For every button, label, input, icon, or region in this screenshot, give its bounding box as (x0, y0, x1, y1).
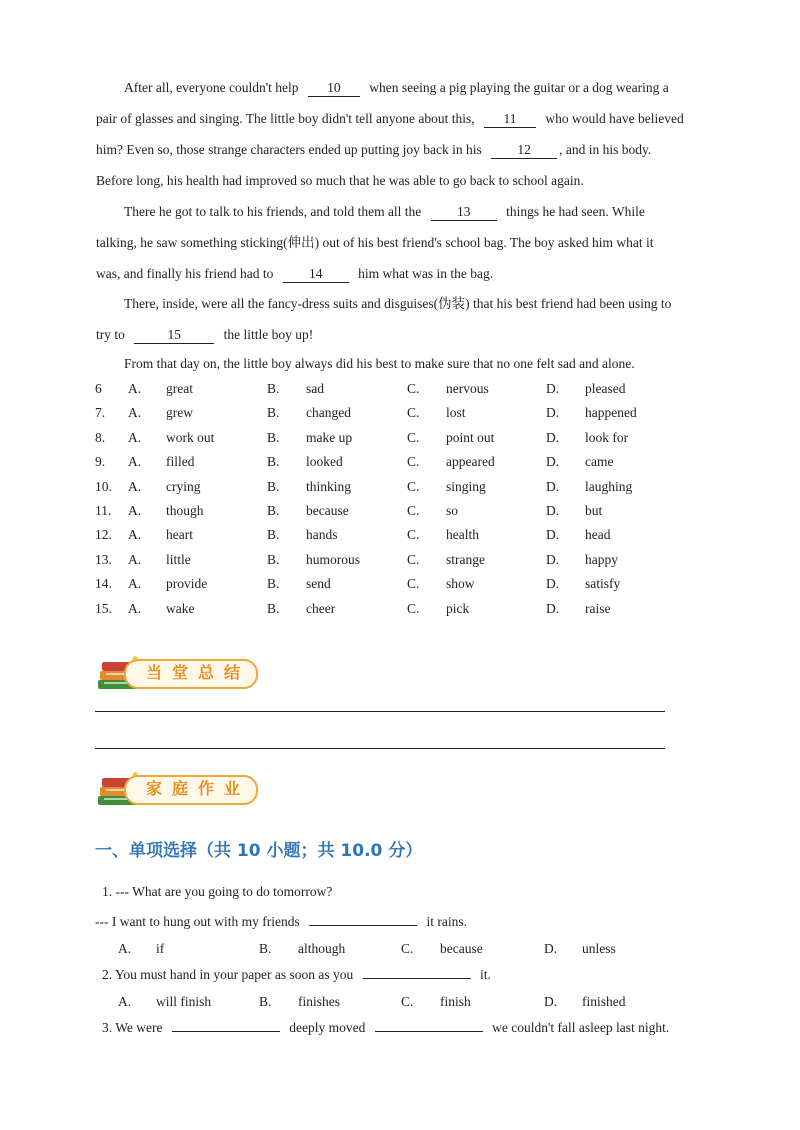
option-letter: C. (407, 405, 420, 421)
banner-summary (96, 654, 264, 694)
text: when seeing a pig playing the guitar or a dog wearing a (369, 80, 669, 95)
option-a: little (166, 551, 191, 567)
option-c: show (446, 576, 475, 592)
option-b: make up (306, 429, 353, 445)
option-letter: B. (267, 429, 280, 445)
option-letter: C. (407, 503, 420, 518)
option-d: laughing (585, 478, 633, 494)
option-letter: A. (128, 576, 142, 592)
option-b: thinking (306, 478, 352, 494)
option-letter: B. (267, 478, 280, 494)
option-d: finished (582, 994, 626, 1009)
text: was, and finally his friend had to (96, 266, 274, 281)
option-d: look for (585, 429, 629, 445)
option-a: if (156, 941, 165, 956)
question-number: 6 (95, 381, 102, 396)
answer-blank (363, 978, 471, 979)
passage-paragraph-1 (96, 72, 716, 196)
option-d: came (585, 454, 614, 470)
option-letter: D. (546, 503, 560, 518)
option-c: health (446, 527, 479, 543)
option-letter: A. (118, 941, 132, 956)
question-number: 12. (95, 527, 112, 543)
option-letter: D. (546, 600, 560, 616)
text: try to (96, 327, 125, 342)
option-a: filled (166, 454, 195, 470)
option-letter: D. (546, 381, 560, 396)
option-a: will finish (156, 994, 212, 1009)
text: him? Even so, those strange characters ended up putting joy back in his (96, 142, 482, 157)
option-b: hands (306, 527, 338, 543)
option-letter: B. (267, 454, 280, 470)
option-letter: C. (407, 381, 420, 396)
text: --- I want to hung out with my friends (95, 914, 300, 929)
option-a: work out (166, 429, 215, 445)
option-letter: C. (407, 454, 420, 470)
option-d: satisfy (585, 576, 621, 592)
option-letter: B. (267, 576, 280, 592)
blank-11: 11 (484, 111, 536, 128)
option-d: happened (585, 405, 637, 421)
text: , and in his body. (559, 142, 652, 157)
blank-14: 14 (283, 266, 349, 283)
option-d: head (585, 527, 611, 543)
option-letter: B. (259, 994, 272, 1009)
answer-line (95, 711, 665, 712)
text: him what was in the bag. (358, 266, 494, 281)
option-c: lost (446, 405, 466, 421)
option-b: looked (306, 454, 343, 470)
option-c: appeared (446, 454, 495, 470)
blank-15: 15 (134, 327, 214, 344)
text: things he had seen. While (506, 204, 645, 219)
question-number: 7. (95, 405, 106, 421)
text: it rains. (426, 914, 467, 929)
option-letter: A. (128, 405, 142, 421)
option-d: pleased (585, 381, 626, 396)
question-number: 15. (95, 600, 112, 616)
blank-12: 12 (491, 142, 557, 159)
option-a: though (166, 503, 204, 518)
passage-paragraph-4 (96, 348, 716, 379)
answer-line (95, 748, 665, 749)
option-letter: A. (128, 551, 142, 567)
blank-10: 10 (308, 80, 360, 97)
option-a: grew (166, 405, 193, 421)
option-a: great (166, 381, 193, 396)
text: we couldn't fall asleep last night. (492, 1020, 670, 1035)
option-letter: C. (407, 576, 420, 592)
text: the little boy up! (223, 327, 314, 342)
answer-blank (172, 1031, 280, 1032)
blank-13: 13 (431, 204, 497, 221)
option-a: crying (166, 478, 201, 494)
text: talking, he saw something sticking(伸出) out of his best friend's school bag. The boy asked him what it (96, 235, 654, 250)
option-d: unless (582, 941, 616, 956)
option-letter: A. (128, 503, 142, 518)
option-letter: B. (267, 551, 280, 567)
text: There he got to talk to his friends, and told them all the (124, 204, 422, 219)
question-number: 8. (95, 429, 106, 445)
option-c: strange (446, 551, 485, 567)
text: 2. You must hand in your paper as soon as you (102, 967, 354, 982)
banner-homework (96, 770, 264, 810)
passage-paragraph-3 (96, 288, 716, 350)
answer-blank (309, 925, 417, 926)
answer-blank (375, 1031, 483, 1032)
option-letter: B. (267, 527, 280, 543)
option-letter: B. (259, 941, 272, 956)
option-b: cheer (306, 600, 336, 616)
option-b: because (306, 503, 349, 518)
question-3 (102, 1016, 669, 1040)
text: deeply moved (289, 1020, 366, 1035)
section-title: 一、单项选择（共 10 小题；共 10.0 分） (95, 841, 423, 861)
question-2 (102, 963, 491, 987)
option-c: finish (440, 994, 471, 1009)
question-number: 14. (95, 576, 112, 592)
option-d: raise (585, 600, 611, 616)
option-c: so (446, 503, 459, 518)
text: it. (480, 967, 491, 982)
option-c: pick (446, 600, 470, 616)
option-letter: A. (128, 600, 142, 616)
banner-title: 家庭作业 (146, 779, 251, 798)
option-letter: C. (407, 551, 420, 567)
option-letter: C. (407, 429, 420, 445)
option-a: provide (166, 576, 208, 592)
question-number: 10. (95, 478, 112, 494)
option-c: point out (446, 429, 495, 445)
option-letter: C. (401, 941, 414, 956)
option-b: finishes (298, 994, 340, 1009)
option-letter: C. (407, 527, 420, 543)
option-letter: D. (544, 994, 558, 1009)
option-letter: A. (118, 994, 132, 1009)
option-letter: C. (407, 478, 420, 494)
text: pair of glasses and singing. The little boy didn't tell anyone about this, (96, 111, 475, 126)
option-a: wake (166, 600, 195, 616)
question-number: 13. (95, 551, 112, 567)
text: who would have believed (545, 111, 684, 126)
option-letter: D. (546, 576, 560, 592)
question-number: 11. (95, 503, 112, 518)
option-letter: C. (407, 600, 420, 616)
option-letter: C. (401, 994, 414, 1009)
option-letter: A. (128, 381, 142, 396)
option-b: sad (306, 381, 324, 396)
option-letter: A. (128, 478, 142, 494)
option-letter: D. (546, 429, 560, 445)
option-letter: D. (546, 551, 560, 567)
question-1-line-1 (102, 880, 332, 904)
option-b: although (298, 941, 346, 956)
option-letter: D. (546, 527, 560, 543)
option-letter: A. (128, 454, 142, 470)
passage-paragraph-2 (96, 196, 716, 289)
option-letter: B. (267, 503, 280, 518)
option-letter: B. (267, 381, 280, 396)
option-letter: A. (128, 429, 142, 445)
option-letter: D. (546, 405, 560, 421)
option-letter: D. (546, 478, 560, 494)
option-d: but (585, 503, 603, 518)
option-c: nervous (446, 381, 489, 396)
text: Before long, his health had improved so much that he was able to go back to school again. (96, 173, 584, 188)
option-letter: B. (267, 405, 280, 421)
option-b: humorous (306, 551, 360, 567)
option-c: singing (446, 478, 486, 494)
option-letter: B. (267, 600, 280, 616)
text: From that day on, the little boy always did his best to make sure that no one felt sad and alone. (124, 356, 635, 371)
option-letter: D. (544, 941, 558, 956)
banner-title: 当堂总结 (146, 663, 251, 682)
text: There, inside, were all the fancy-dress suits and disguises(伪装) that his best friend had been using to (124, 296, 672, 311)
option-b: changed (306, 405, 351, 421)
text: After all, everyone couldn't help (124, 80, 299, 95)
option-letter: D. (546, 454, 560, 470)
text: 3. We were (102, 1020, 163, 1035)
option-a: heart (166, 527, 193, 543)
option-b: send (306, 576, 331, 592)
option-d: happy (585, 551, 618, 567)
text: 1. --- What are you going to do tomorrow? (102, 884, 333, 899)
option-c: because (440, 941, 483, 956)
question-1-line-2 (95, 910, 467, 934)
question-number: 9. (95, 454, 106, 470)
option-letter: A. (128, 527, 142, 543)
